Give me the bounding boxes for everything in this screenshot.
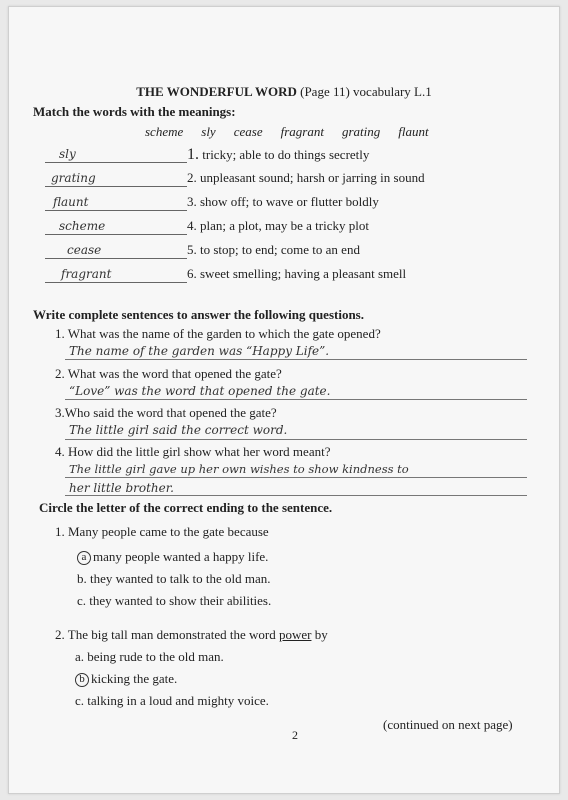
word-bank-item: sly	[201, 124, 216, 139]
handwritten-answer: scheme	[59, 219, 106, 233]
answer-blank[interactable]	[45, 242, 187, 259]
word-bank-item: cease	[233, 124, 263, 139]
answer-blank[interactable]	[45, 146, 187, 163]
handwritten-answer: cease	[67, 243, 102, 257]
section2-heading: Write complete sentences to answer the following questions.	[33, 307, 364, 322]
item-number: 1.	[187, 146, 199, 163]
word-bank-item: scheme	[145, 124, 184, 139]
answer-line[interactable]	[65, 398, 527, 400]
worksheet-page	[8, 6, 560, 794]
question-text: 1. What was the name of the garden to which the gate opened?	[55, 326, 381, 341]
item-meaning: unpleasant sound; harsh or jarring in sound	[200, 170, 425, 185]
word-bank	[145, 124, 447, 140]
item-meaning: sweet smelling; having a pleasant smell	[200, 266, 407, 281]
handwritten-answer: The name of the garden was “Happy Life”.	[69, 344, 330, 358]
handwritten-answer: The little girl gave up her own wishes to show kindness to	[69, 462, 409, 476]
continued-note: (continued on next page)	[383, 717, 513, 732]
answer-option[interactable]: a. being rude to the old man.	[75, 649, 224, 664]
question-text: 2. The big tall man demonstrated the word power by	[55, 627, 328, 642]
answer-blank[interactable]	[45, 218, 187, 235]
item-number: 2.	[187, 170, 197, 185]
handwritten-answer: flaunt	[53, 195, 89, 209]
handwritten-answer: her little brother.	[69, 481, 174, 495]
answer-line[interactable]	[65, 358, 527, 360]
item-number: 5.	[187, 242, 197, 257]
word-bank-item: fragrant	[280, 124, 324, 139]
word-bank-item: grating	[341, 124, 381, 139]
circled-letter: b	[75, 673, 89, 687]
answer-option[interactable]: c. talking in a loud and mighty voice.	[75, 693, 269, 708]
item-meaning: to stop; to end; come to an end	[200, 242, 360, 257]
item-meaning: plan; a plot, may be a tricky plot	[200, 218, 369, 233]
answer-blank[interactable]	[45, 170, 187, 187]
word-bank-item: flaunt	[398, 124, 429, 139]
item-number: 6.	[187, 266, 197, 281]
answer-blank[interactable]	[45, 194, 187, 211]
answer-line[interactable]	[65, 438, 527, 440]
answer-line[interactable]	[65, 476, 527, 478]
answer-option[interactable]: b. they wanted to talk to the old man.	[77, 571, 271, 586]
answer-option[interactable]: a many people wanted a happy life.	[77, 549, 268, 565]
question-text: 4. How did the little girl show what her word meant?	[55, 444, 331, 459]
handwritten-answer: grating	[51, 171, 96, 185]
question-text: 2. What was the word that opened the gate?	[55, 366, 282, 381]
handwritten-answer: fragrant	[61, 267, 112, 281]
section1-heading: Match the words with the meanings:	[33, 104, 236, 119]
item-meaning: show off; to wave or flutter boldly	[200, 194, 379, 209]
section3-heading: Circle the letter of the correct ending to the sentence.	[39, 500, 333, 515]
answer-option[interactable]: b kicking the gate.	[75, 671, 177, 687]
handwritten-answer: “Love” was the word that opened the gate.	[69, 384, 331, 398]
page-number: 2	[292, 728, 298, 742]
handwritten-answer: The little girl said the correct word.	[69, 423, 288, 437]
question-text: 3.Who said the word that opened the gate?	[55, 405, 277, 420]
page-title: THE WONDERFUL WORD (Page 11) vocabulary L.1	[136, 84, 432, 99]
answer-line[interactable]	[65, 494, 527, 496]
handwritten-answer: sly	[59, 147, 76, 161]
answer-option[interactable]: c. they wanted to show their abilities.	[77, 593, 272, 608]
item-meaning: tricky; able to do things secretly	[202, 147, 370, 162]
circled-letter: a	[77, 551, 91, 565]
item-number: 3.	[187, 194, 197, 209]
question-text: 1. Many people came to the gate because	[55, 524, 269, 539]
item-number: 4.	[187, 218, 197, 233]
answer-blank[interactable]	[45, 266, 187, 283]
